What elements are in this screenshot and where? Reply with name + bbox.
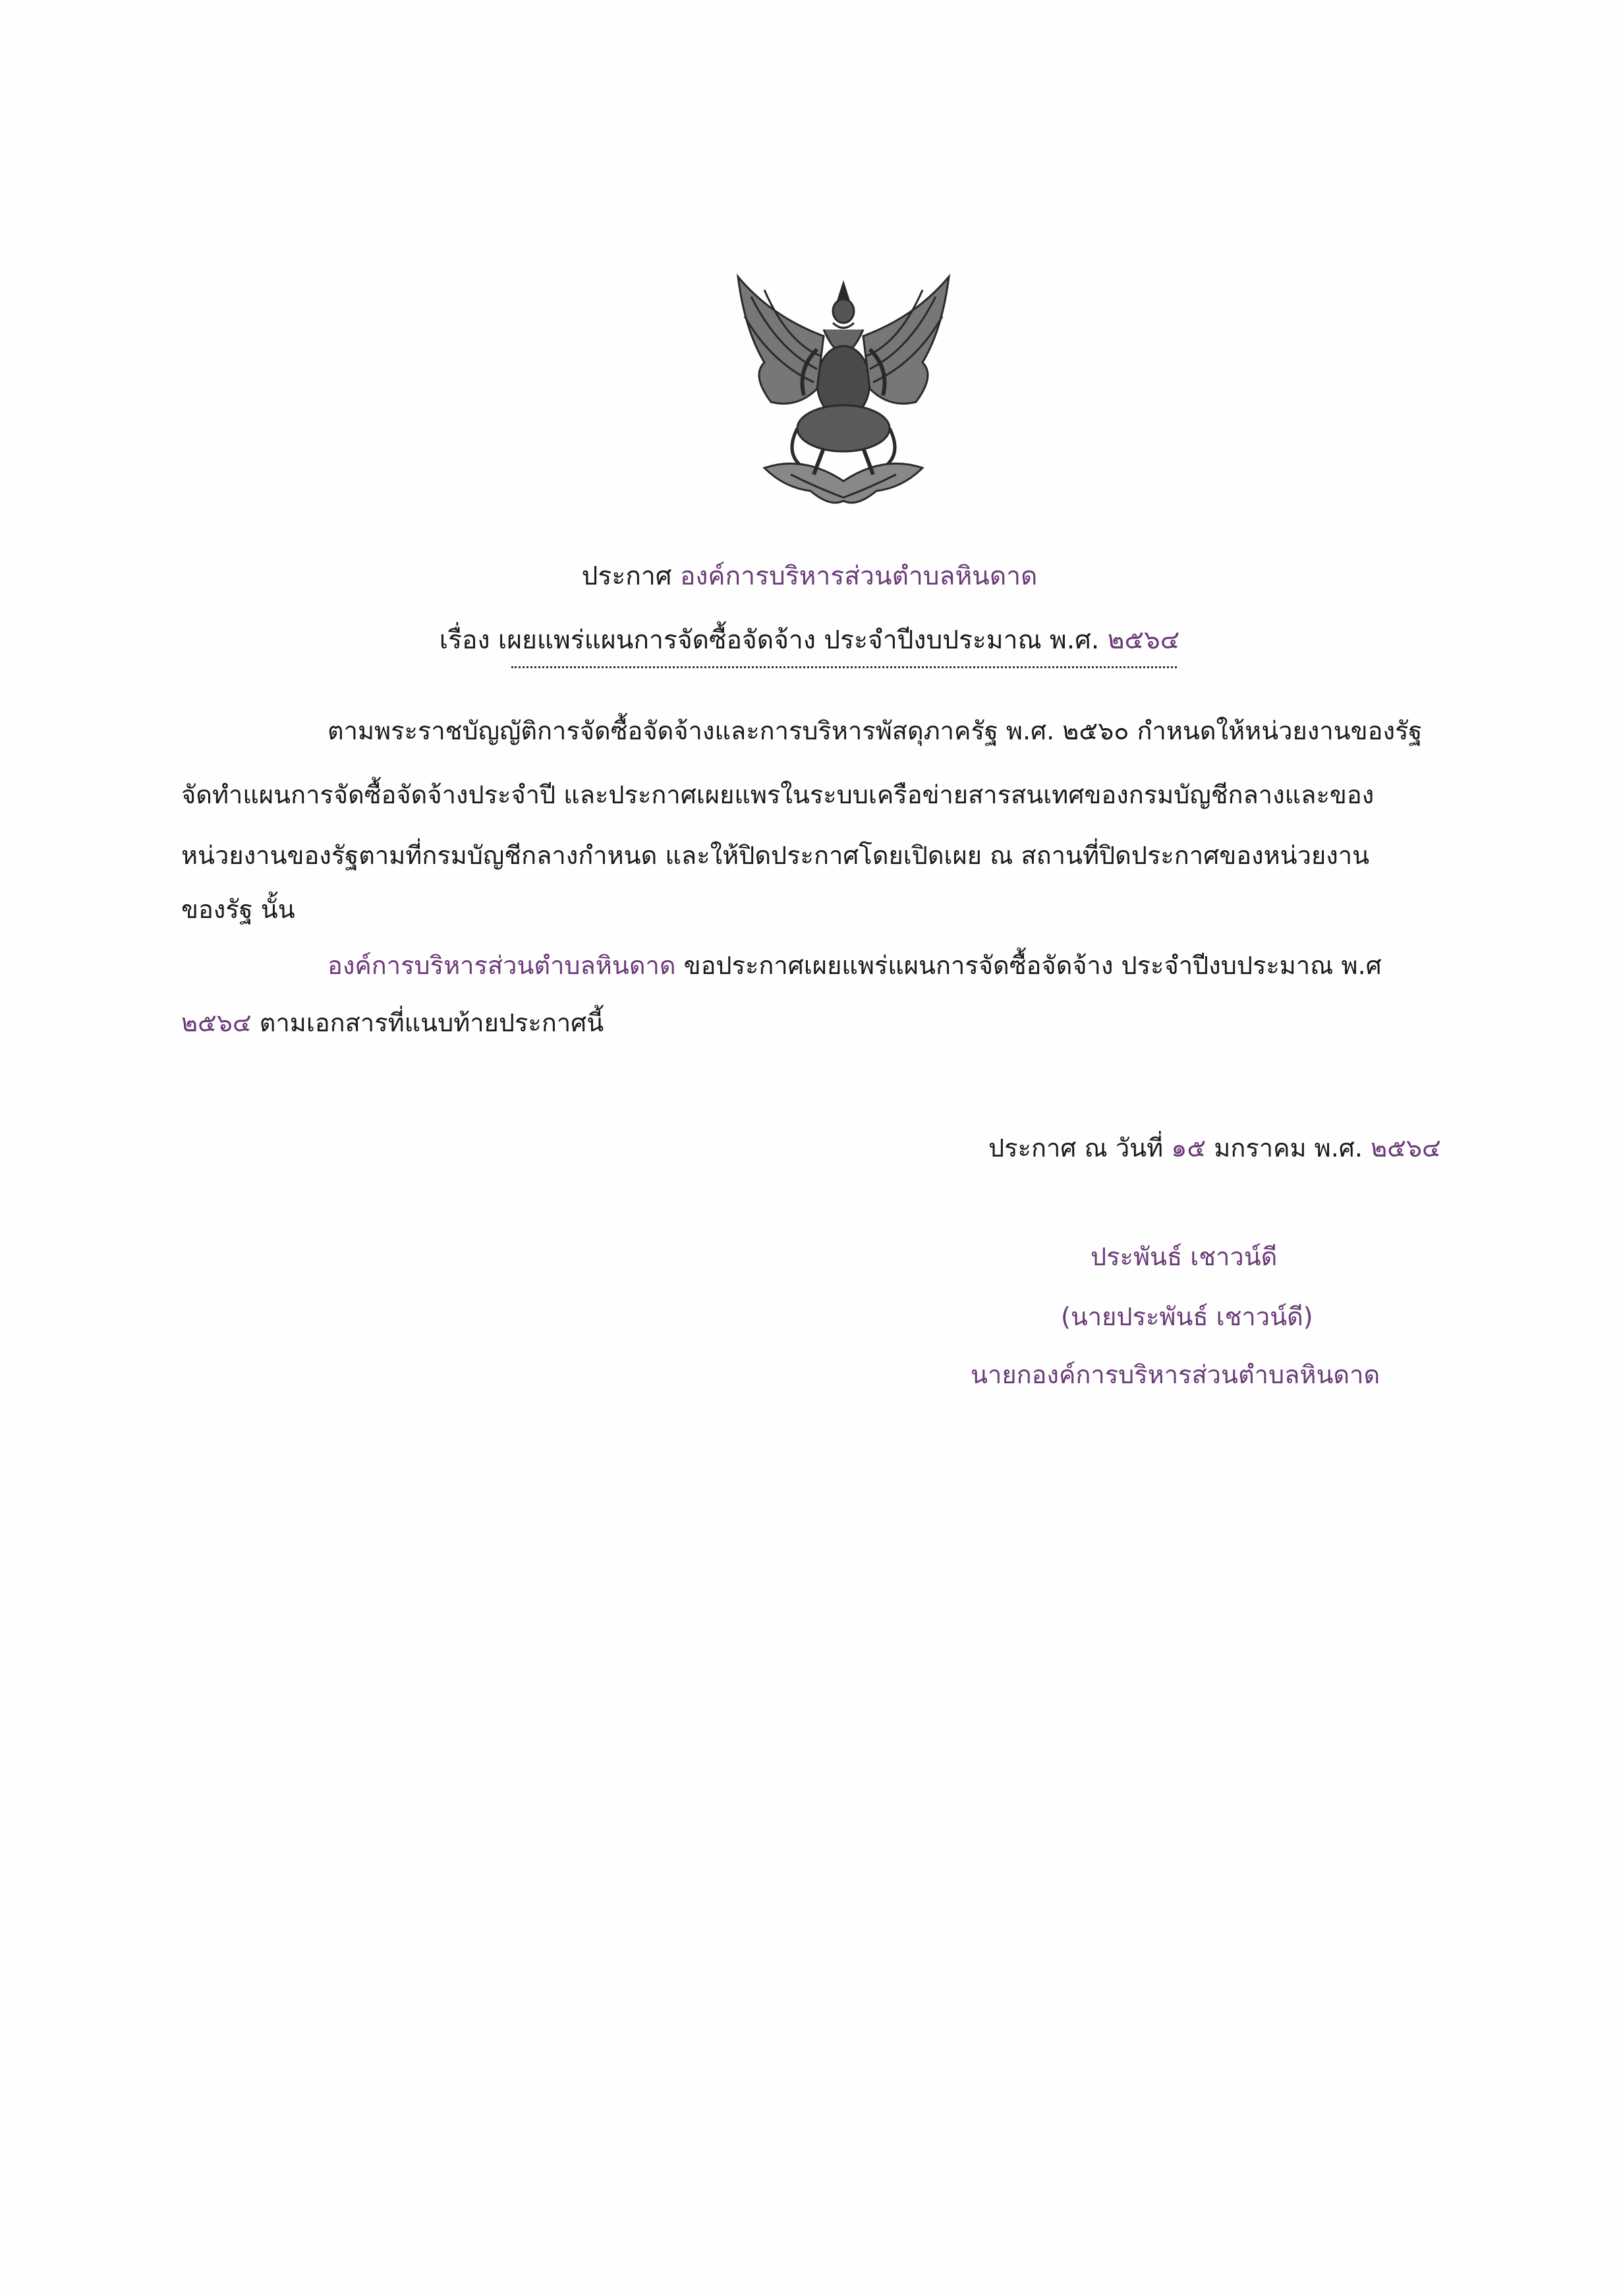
dotted-divider [511,666,1177,668]
paragraph-2-year: ๒๕๖๔ [181,1008,252,1037]
paragraph-1-line-1: ตามพระราชบัญญัติการจัดซื้อจัดจ้างและการบริหารพัสดุภาครัฐ พ.ศ. ๒๕๖๐ กำหนดให้หน่วยงานของรัฐ [327,716,1423,745]
organization-name: องค์การบริหารส่วนตำบลหินดาด [679,561,1038,591]
signatory-position: นายกองค์การบริหารส่วนตำบลหินดาด [971,1360,1380,1389]
paragraph-2-line-1 [327,951,1382,981]
paragraph-1-line-3: หน่วยงานของรัฐตามที่กรมบัญชีกลางกำหนด และให้ปิดประกาศโดยเปิดเผย ณ สถานที่ปิดประกาศของหน่วยงาน [181,841,1370,870]
date-year: ๒๕๖๔ [1371,1134,1441,1162]
paragraph-2-text: ขอประกาศเผยแพร่แผนการจัดซื้อจัดจ้าง ประจำปีงบประมาณ พ.ศ [675,951,1382,980]
paragraph-1-line-2: จัดทำแผนการจัดซื้อจัดจ้างประจำปี และประกาศเผยแพรในระบบเครือข่ายสารสนเทศของกรมบัญชีกลางและของ [181,780,1375,809]
paragraph-2-line-2 [181,1008,604,1039]
date-day: ๑๕ [1171,1134,1207,1162]
garuda-emblem-icon [725,270,962,514]
announcement-title [0,556,1619,596]
date-prefix: ประกาศ ณ วันที่ [988,1134,1164,1162]
paragraph-2-text-2: ตามเอกสารที่แนบท้ายประกาศนี้ [251,1008,604,1037]
paragraph-2-org-name: องค์การบริหารส่วนตำบลหินดาด [327,951,676,980]
signatory-full-name: (นายประพันธ์ เชาวน์ดี) [1061,1302,1313,1331]
subject-text: เรื่อง เผยแพร่แผนการจัดซื้อจัดจ้าง ประจำปีงบประมาณ พ.ศ. [439,625,1100,655]
signature-name: ประพันธ์ เชาวน์ดี [1091,1242,1278,1271]
date-month: มกราคม [1214,1134,1307,1162]
date-era: พ.ศ. [1314,1134,1363,1162]
title-prefix: ประกาศ [581,561,672,591]
paragraph-1-line-4: ของรัฐ นั้น [181,895,295,924]
subject-year: ๒๕๖๔ [1107,625,1180,655]
announcement-subject [0,619,1619,660]
announcement-date [988,1128,1441,1168]
